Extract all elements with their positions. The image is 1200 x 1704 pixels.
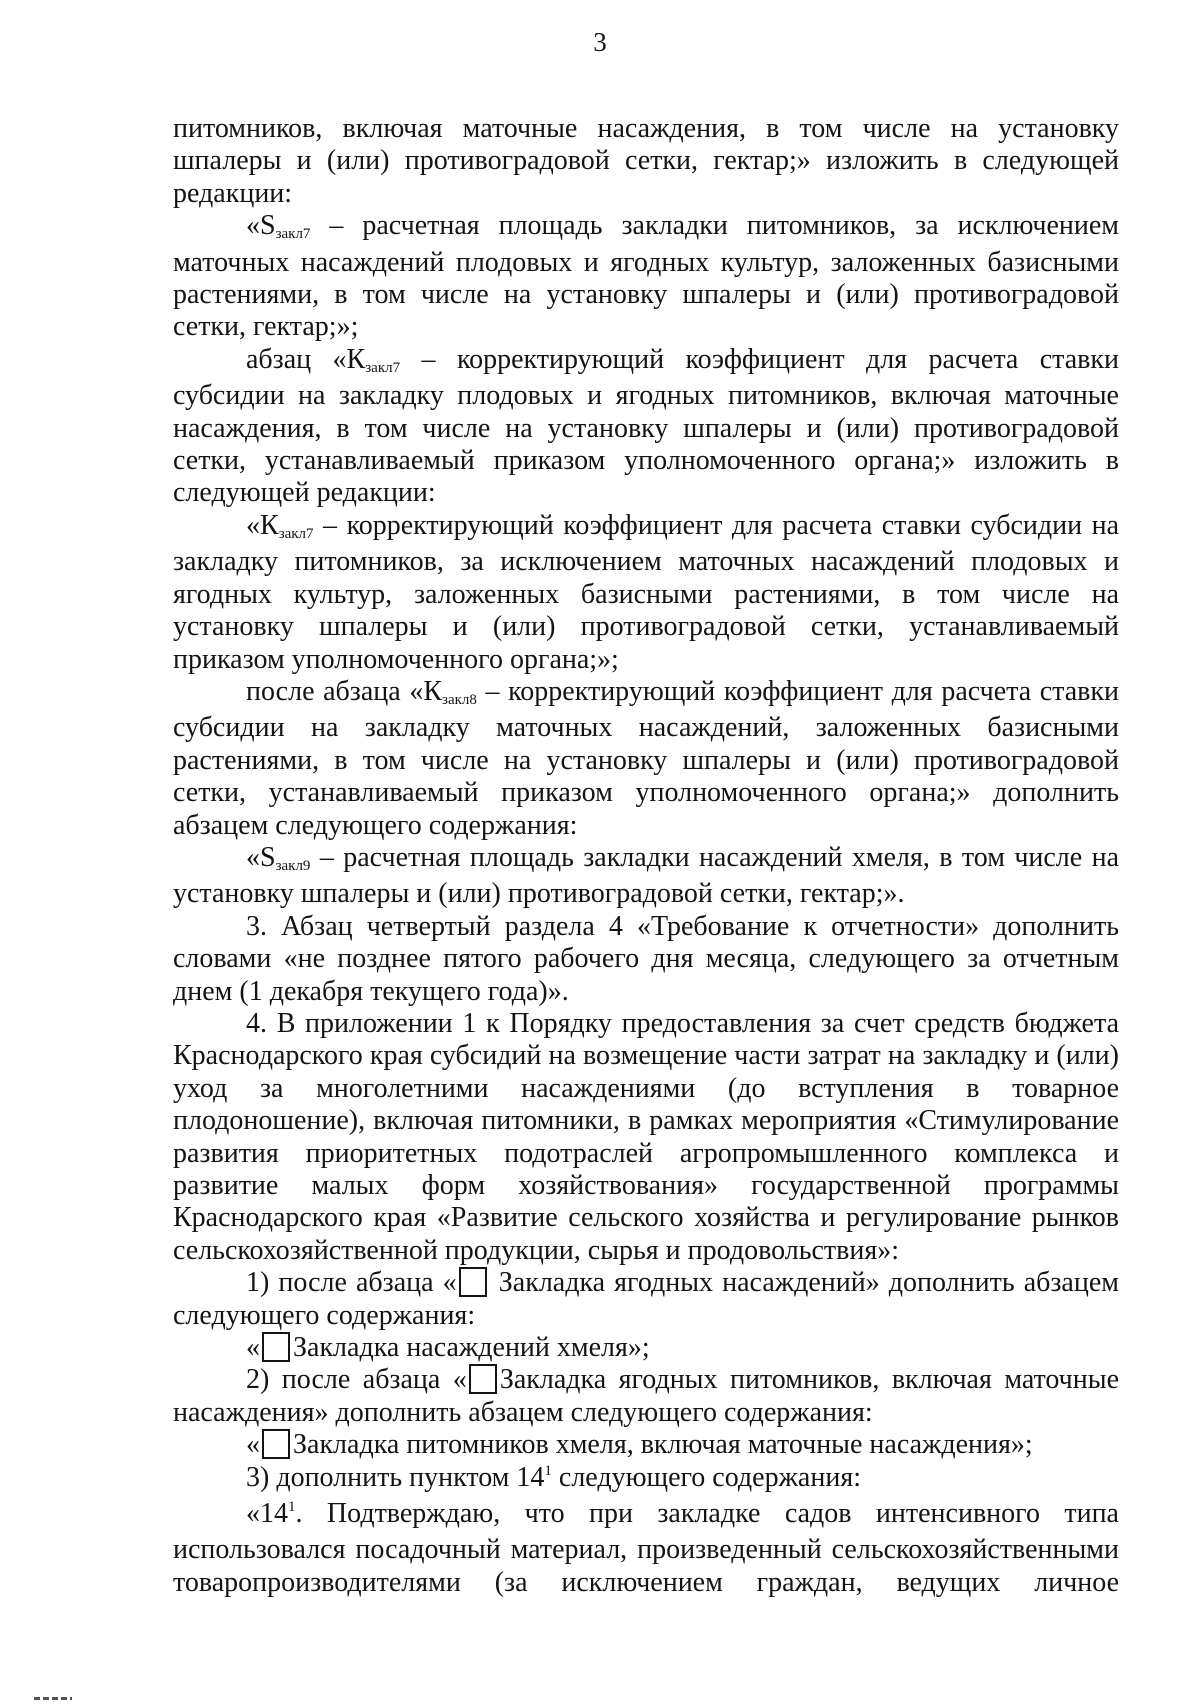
- checkbox-symbol: [262, 1332, 290, 1362]
- paragraph: 2) после абзаца « Закладка ягодных питомников, включая маточные насаждения» дополнить абзацем следующего содержания:: [173, 1364, 1119, 1428]
- scan-edge-mark: [34, 1697, 72, 1700]
- paragraph: 3) дополнить пунктом $14^1$ следующего содержания:: [246, 1461, 861, 1493]
- paragraph: «$S_{закл9}$ – расчетная площадь закладки насаждений хмеля, в том числе на установку шпалеры и (или) противоградовой сетки, гектар;».: [173, 841, 1119, 910]
- checkbox-symbol: [262, 1429, 290, 1459]
- page-number: 3: [593, 27, 607, 57]
- checkbox-symbol: [459, 1267, 487, 1297]
- paragraph: « Закладка питомников хмеля, включая маточные насаждения»;: [246, 1429, 1033, 1461]
- paragraph: 1) после абзаца « Закладка ягодных насаждений» дополнить абзацем следующего содержания:: [173, 1267, 1119, 1331]
- paragraph: 4. В приложении 1 к Порядку предоставления за счет средств бюджета Краснодарского края субсидий на возмещение части затрат на закладку и (или) уход за многолетними насаждениями (до вступления в товарное плодоношение), включая питомники, в рамках мероприятия «Стимулирование развития приоритетных подотраслей агропромышленного комплекса и развитие малых форм хозяйствования» государственной программы Краснодарского края «Развитие сельского хозяйства и регулирование рынков сельскохозяйственной продукции, сырья и продовольствия»:: [173, 1007, 1119, 1266]
- paragraph: «$S_{закл7}$ – расчетная площадь закладки питомников, за исключением маточных насаждений плодовых и ягодных культур, заложенных базисными растениями, в том числе на установку шпалеры и (или) противоградовой сетки, гектар;»;: [173, 210, 1119, 343]
- paragraph: « Закладка насаждений хмеля»;: [246, 1332, 650, 1364]
- paragraph: абзац «$К_{закл7}$ – корректирующий коэффициент для расчета ставки субсидии на закладку плодовых и ягодных питомников, включая маточные насаждения, в том числе на установку шпалеры и (или) противоградовой сетки, устанавливаемый приказом уполномоченного органа;» изложить в следующей редакции:: [173, 343, 1119, 509]
- paragraph: «$К_{закл7}$ – корректирующий коэффициент для расчета ставки субсидии на закладку питомников, за исключением маточных насаждений плодовых и ягодных культур, заложенных базисными растениями, в том числе на установку шпалеры и (или) противоградовой сетки, устанавливаемый приказом уполномоченного органа;»;: [173, 509, 1119, 675]
- document-body: [173, 113, 1119, 1599]
- paragraph: питомников, включая маточные насаждения, в том числе на установку шпалеры и (или) противоградовой сетки, гектар;» изложить в следующей редакции:: [173, 113, 1119, 209]
- checkbox-symbol: [469, 1364, 497, 1394]
- paragraph: после абзаца «$К_{закл8}$ – корректирующий коэффициент для расчета ставки субсидии на закладку маточных насаждений, заложенных базисными растениями, в том числе на установку шпалеры и (или) противоградовой сетки, устанавливаемый приказом уполномоченного органа;» дополнить абзацем следующего содержания:: [173, 675, 1119, 841]
- paragraph: 3. Абзац четвертый раздела 4 «Требование к отчетности» дополнить словами «не позднее пятого рабочего дня месяца, следующего за отчетным днем (1 декабря текущего года)».: [173, 910, 1119, 1007]
- paragraph: «$14^1$. Подтверждаю, что при закладке садов интенсивного типа использовался посадочный материал, произведенный сельскохозяйственными товаропроизводителями (за исключением граждан, ведущих личное: [173, 1498, 1119, 1598]
